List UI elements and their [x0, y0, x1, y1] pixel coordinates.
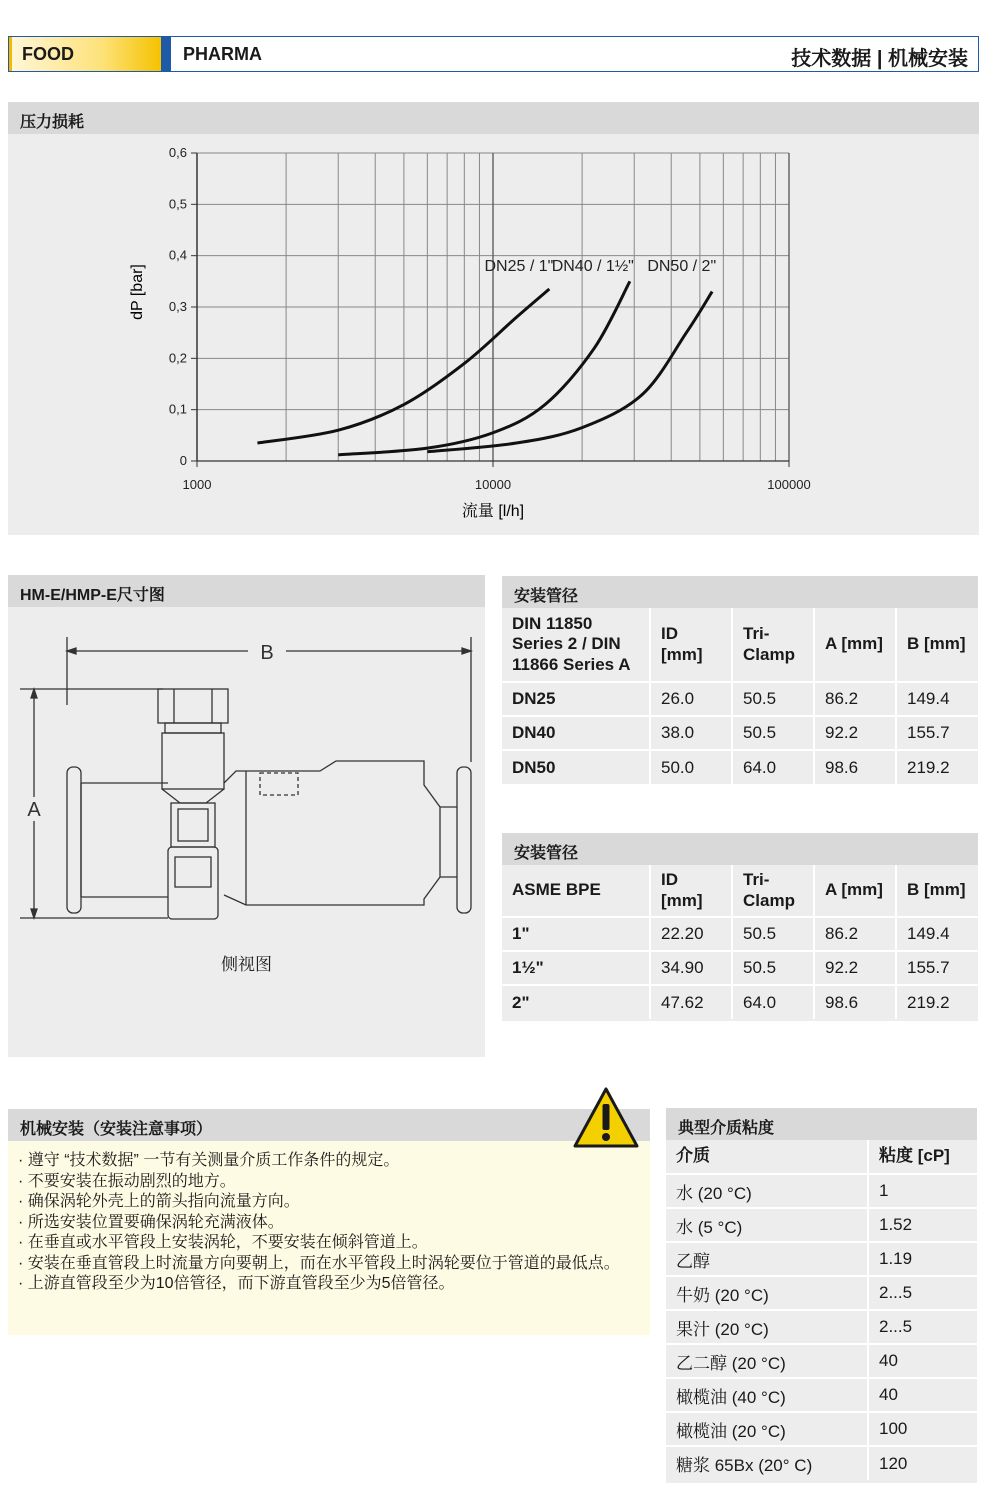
- asme-cell: 219.2: [896, 985, 978, 1019]
- sensor-body-inner: [178, 809, 208, 841]
- asme-header-triclamp: Tri-Clamp: [732, 865, 814, 917]
- mechanical-installation-panel: [8, 1109, 650, 1335]
- table-row: [666, 1446, 977, 1480]
- sensor-housing-inner: [175, 857, 211, 887]
- dim-a-arrow-top: [31, 689, 37, 698]
- asme-cell: 149.4: [896, 917, 978, 951]
- right-flange: [457, 767, 471, 913]
- page-header: [8, 36, 979, 72]
- chart-series-line: [257, 289, 549, 443]
- viscosity-cell: 水 (20 °C): [676, 1183, 752, 1203]
- viscosity-cell: 乙醇: [676, 1251, 710, 1271]
- chart-x-tick-label: 10000: [474, 477, 512, 492]
- chart-x-tick-label: 100000: [767, 477, 811, 492]
- mechanical-installation-title: 机械安装（安装注意事项）: [8, 1109, 650, 1141]
- din-header-standard: DIN 11850 Series 2 / DIN 11866 Series A: [512, 613, 631, 674]
- dimension-drawing-panel: [8, 575, 485, 1057]
- table-row: [666, 1378, 977, 1412]
- chart-y-tick-label: 0,4: [168, 247, 187, 263]
- flowmeter-side-view-drawing: [8, 607, 485, 947]
- list-item: · 确保涡轮外壳上的箭头指向流量方向。: [18, 1192, 640, 1213]
- viscosity-header-medium: 介质: [676, 1146, 710, 1166]
- right-flange-neck: [440, 807, 457, 877]
- chart-y-axis-label: dP [bar]: [129, 264, 146, 320]
- din-table-title: 安装管径: [502, 576, 978, 608]
- din-cell: 50.5: [732, 682, 814, 716]
- din-installation-table-panel: [502, 576, 978, 784]
- asme-header-b: B [mm]: [896, 865, 978, 917]
- dimension-drawing-title: HM-E/HMP-E尺寸图: [8, 575, 485, 607]
- dim-b-label: B: [260, 642, 274, 664]
- list-item: · 不要安装在振动剧烈的地方。: [18, 1172, 640, 1193]
- table-row: [502, 682, 978, 716]
- viscosity-header-value: 粘度 [cP]: [868, 1140, 977, 1174]
- sensor-stem: [162, 733, 224, 789]
- header-food-label: FOOD: [9, 37, 161, 71]
- viscosity-cell: 橄榄油 (20 °C): [676, 1421, 786, 1441]
- viscosity-cell: 1.52: [868, 1208, 977, 1242]
- chart-series-label: DN40 / 1½": [551, 258, 634, 275]
- sensor-nut: [158, 689, 228, 723]
- asme-cell: 98.6: [814, 985, 896, 1019]
- viscosity-cell: 120: [868, 1446, 977, 1480]
- sensor-collar: [165, 723, 221, 733]
- din-cell: 98.6: [814, 750, 896, 784]
- dim-a-label: A: [27, 799, 41, 821]
- din-cell: 92.2: [814, 716, 896, 750]
- viscosity-cell: 1: [868, 1174, 977, 1208]
- chart-y-tick-label: 0,1: [168, 401, 187, 417]
- din-cell: 50.5: [732, 716, 814, 750]
- din-cell: 86.2: [814, 682, 896, 716]
- table-row: [502, 917, 978, 951]
- chart-series-label: DN50 / 2": [647, 258, 717, 275]
- din-header-a: A [mm]: [814, 608, 896, 682]
- pressure-loss-title: 压力损耗: [8, 102, 979, 134]
- chart-y-tick-label: 0: [179, 453, 187, 468]
- asme-cell: 34.90: [650, 951, 732, 985]
- pressure-loss-chart: [8, 134, 979, 535]
- dim-b-arrow-left: [67, 648, 76, 654]
- viscosity-cell: 果汁 (20 °C): [676, 1319, 769, 1339]
- table-row: [666, 1174, 977, 1208]
- list-item: · 上游直管段至少为10倍管径，而下游直管段至少为5倍管径。: [18, 1274, 640, 1295]
- header-pharma-label: PHARMA: [183, 44, 262, 64]
- asme-installation-table-panel: [502, 833, 978, 1021]
- meter-hidden-cavity: [260, 773, 298, 795]
- sensor-cone: [162, 789, 224, 803]
- asme-header-standard: ASME BPE: [512, 880, 601, 900]
- dim-b-arrow-right: [462, 648, 471, 654]
- asme-cell: 92.2: [814, 951, 896, 985]
- side-view-caption: 侧视图: [221, 955, 272, 974]
- din-cell: 149.4: [896, 682, 978, 716]
- table-row: [666, 1276, 977, 1310]
- chart-series-label: DN25 / 1": [484, 258, 554, 275]
- list-item: · 遵守 “技术数据” 一节有关测量介质工作条件的规定。: [18, 1151, 640, 1172]
- chart-y-tick-label: 0,5: [168, 196, 187, 212]
- viscosity-title: 典型介质粘度: [666, 1108, 977, 1140]
- viscosity-cell: 2...5: [868, 1310, 977, 1344]
- list-item: · 在垂直或水平管段上安装涡轮，不要安装在倾斜管道上。: [18, 1233, 640, 1254]
- asme-cell: 86.2: [814, 917, 896, 951]
- asme-cell: 50.5: [732, 951, 814, 985]
- installation-notes-list: [8, 1141, 650, 1295]
- asme-cell: 1": [512, 924, 530, 943]
- pressure-loss-panel: [8, 102, 979, 535]
- table-row: [666, 1412, 977, 1446]
- din-cell: 64.0: [732, 750, 814, 784]
- table-row: [502, 985, 978, 1019]
- table-row: [666, 1310, 977, 1344]
- viscosity-cell: 水 (5 °C): [676, 1217, 743, 1237]
- viscosity-cell: 糖浆 65Bx (20° C): [676, 1456, 813, 1475]
- din-cell: DN40: [512, 723, 556, 742]
- list-item: · 安装在垂直管段上时流量方向要朝上，而在水平管段上时涡轮要位于管道的最低点。: [18, 1254, 640, 1275]
- din-cell: DN25: [512, 689, 556, 708]
- table-row: [666, 1208, 977, 1242]
- asme-cell: 50.5: [732, 917, 814, 951]
- asme-cell: 1½": [512, 958, 544, 977]
- table-row: [502, 750, 978, 784]
- chart-y-tick-label: 0,3: [168, 299, 187, 314]
- header-separator: [161, 37, 171, 71]
- viscosity-table: [666, 1140, 977, 1480]
- din-cell: 50.0: [650, 750, 732, 784]
- chart-x-axis-label: 流量 [l/h]: [461, 503, 525, 520]
- asme-installation-table: [502, 865, 978, 1019]
- din-cell: 38.0: [650, 716, 732, 750]
- table-row: [666, 1344, 977, 1378]
- asme-header-id: ID [mm]: [650, 865, 732, 917]
- chart-x-tick-label: 1000: [182, 477, 212, 492]
- warning-triangle-icon: [572, 1086, 640, 1150]
- asme-table-title: 安装管径: [502, 833, 978, 865]
- viscosity-cell: 牛奶 (20 °C): [676, 1285, 769, 1305]
- table-row: [502, 716, 978, 750]
- chart-y-tick-label: 0,2: [168, 350, 187, 366]
- dim-a-arrow-bottom: [31, 909, 37, 918]
- asme-cell: 64.0: [732, 985, 814, 1019]
- left-flange: [67, 767, 81, 913]
- viscosity-cell: 乙二醇 (20 °C): [676, 1353, 786, 1373]
- asme-cell: 155.7: [896, 951, 978, 985]
- din-cell: 219.2: [896, 750, 978, 784]
- table-row: [502, 951, 978, 985]
- asme-cell: 47.62: [650, 985, 732, 1019]
- body-pipe: [81, 783, 168, 897]
- list-item: · 所选安装位置要确保涡轮充满液体。: [18, 1213, 640, 1234]
- viscosity-table-panel: [666, 1108, 977, 1483]
- viscosity-cell: 橄榄油 (40 °C): [676, 1387, 786, 1407]
- din-header-id: ID [mm]: [650, 608, 732, 682]
- meter-body: [224, 761, 440, 905]
- asme-cell: 2": [512, 992, 530, 1012]
- viscosity-cell: 40: [868, 1344, 977, 1378]
- din-header-b: B [mm]: [896, 608, 978, 682]
- viscosity-cell: 2...5: [868, 1276, 977, 1310]
- asme-header-a: A [mm]: [814, 865, 896, 917]
- header-section-title: 技术数据 | 机械安装: [791, 48, 968, 70]
- viscosity-cell: 100: [868, 1412, 977, 1446]
- viscosity-cell: 1.19: [868, 1242, 977, 1276]
- viscosity-cell: 40: [868, 1378, 977, 1412]
- din-cell: 155.7: [896, 716, 978, 750]
- din-cell: 26.0: [650, 682, 732, 716]
- chart-y-tick-label: 0,6: [168, 145, 187, 160]
- din-installation-table: [502, 608, 978, 784]
- chart-series-line: [427, 292, 712, 452]
- din-header-triclamp: Tri-Clamp: [732, 608, 814, 682]
- din-cell: DN50: [512, 757, 556, 777]
- asme-cell: 22.20: [650, 917, 732, 951]
- table-row: [666, 1242, 977, 1276]
